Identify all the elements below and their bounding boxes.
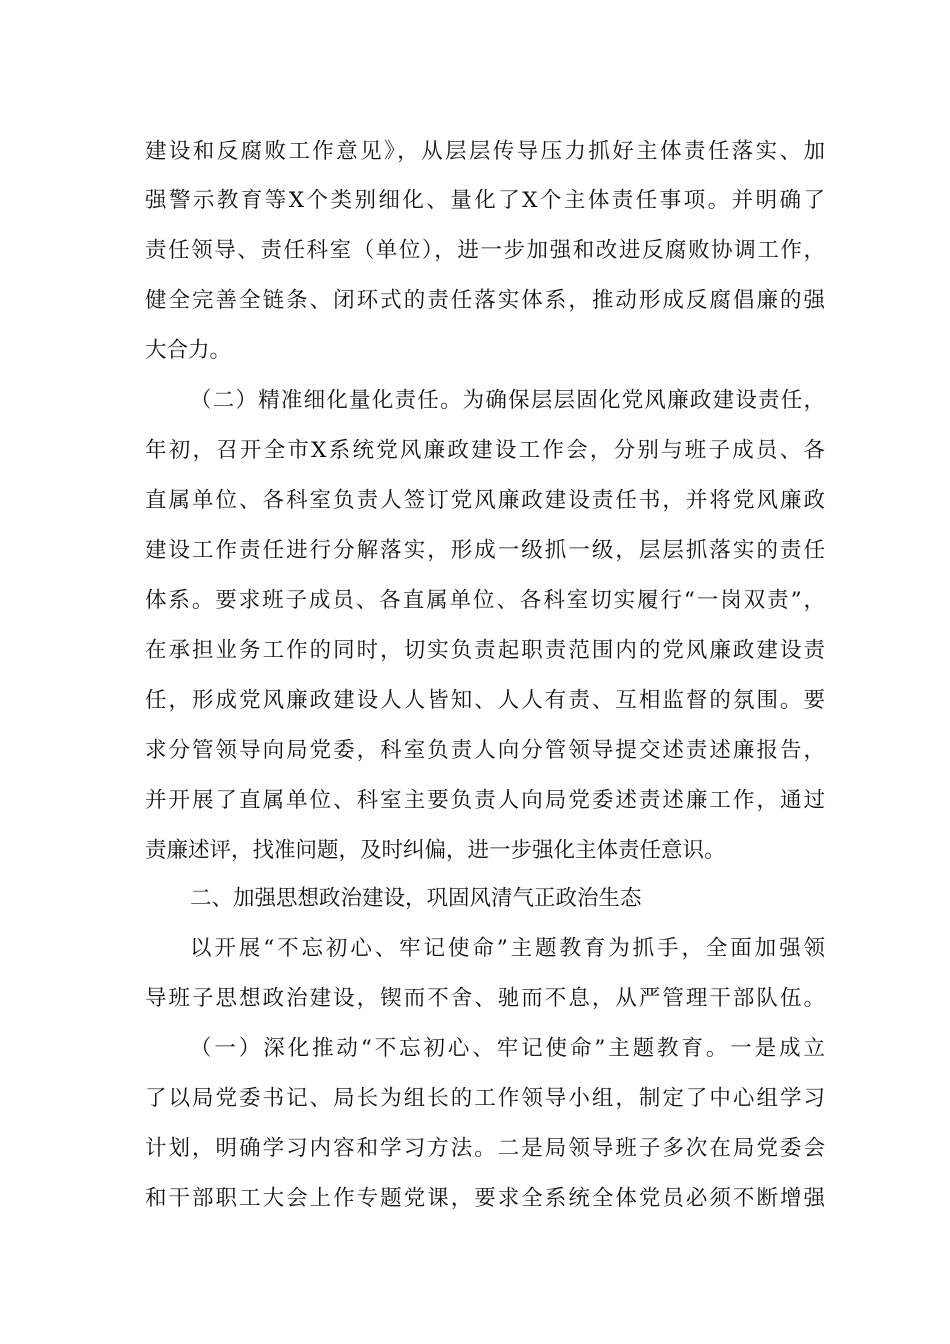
section-heading-two: 二、加强思想政治建设，巩固风清气正政治生态 bbox=[190, 886, 642, 911]
text-line-11: 在承担业务工作的同时，切实负责起职责范围内的党风廉政建设责 bbox=[145, 638, 825, 663]
text-line-12: 任，形成党风廉政建设人人皆知、人人有责、互相监督的氛围。要 bbox=[145, 688, 825, 713]
text-line-22: 和干部职工大会上作专题党课，要求全系统全体党员必须不断增强 bbox=[145, 1186, 825, 1211]
text-line-1: 建设和反腐败工作意见》，从层层传导压力抓好主体责任落实、加 bbox=[145, 139, 825, 164]
text-line-20: 了以局党委书记、局长为组长的工作领导小组，制定了中心组学习 bbox=[145, 1086, 825, 1111]
subheading-one-line: （一）深化推动“不忘初心、牢记使命”主题教育。一是成立 bbox=[190, 1036, 825, 1061]
text-line-13: 求分管领导向局党委，科室负责人向分管领导提交述责述廉报告， bbox=[145, 738, 825, 763]
text-line-18: 导班子思想政治建设，锲而不舍、驰而不息，从严管理干部队伍。 bbox=[145, 986, 825, 1011]
text-line-21: 计划，明确学习内容和学习方法。二是局领导班子多次在局党委会 bbox=[145, 1136, 825, 1161]
text-line-3: 责任领导、责任科室（单位），进一步加强和改进反腐败协调工作， bbox=[145, 238, 825, 263]
text-line-7: 年初，召开全市X系统党风廉政建设工作会，分别与班子成员、各 bbox=[145, 438, 825, 463]
text-line-9: 建设工作责任进行分解落实，形成一级抓一级，层层抓落实的责任 bbox=[145, 538, 825, 563]
text-line-14: 并开展了直属单位、科室主要负责人向局党委述责述廉工作，通过 bbox=[145, 788, 825, 813]
text-line-10: 体系。要求班子成员、各直属单位、各科室切实履行“一岗双责”， bbox=[145, 588, 825, 613]
text-line-17: 以开展“不忘初心、牢记使命”主题教育为抓手，全面加强领 bbox=[190, 936, 825, 961]
text-line-15: 责廉述评，找准问题，及时纠偏，进一步强化主体责任意识。 bbox=[145, 838, 726, 863]
text-line-4: 健全完善全链条、闭环式的责任落实体系，推动形成反腐倡廉的强 bbox=[145, 288, 825, 313]
subheading-two-line: （二）精准细化量化责任。为确保层层固化党风廉政建设责任， bbox=[190, 388, 825, 413]
text-line-2: 强警示教育等X个类别细化、量化了X个主体责任事项。并明确了 bbox=[145, 188, 825, 213]
text-line-8: 直属单位、各科室负责人签订党风廉政建设责任书，并将党风廉政 bbox=[145, 488, 825, 513]
text-line-5: 大合力。 bbox=[145, 338, 232, 363]
